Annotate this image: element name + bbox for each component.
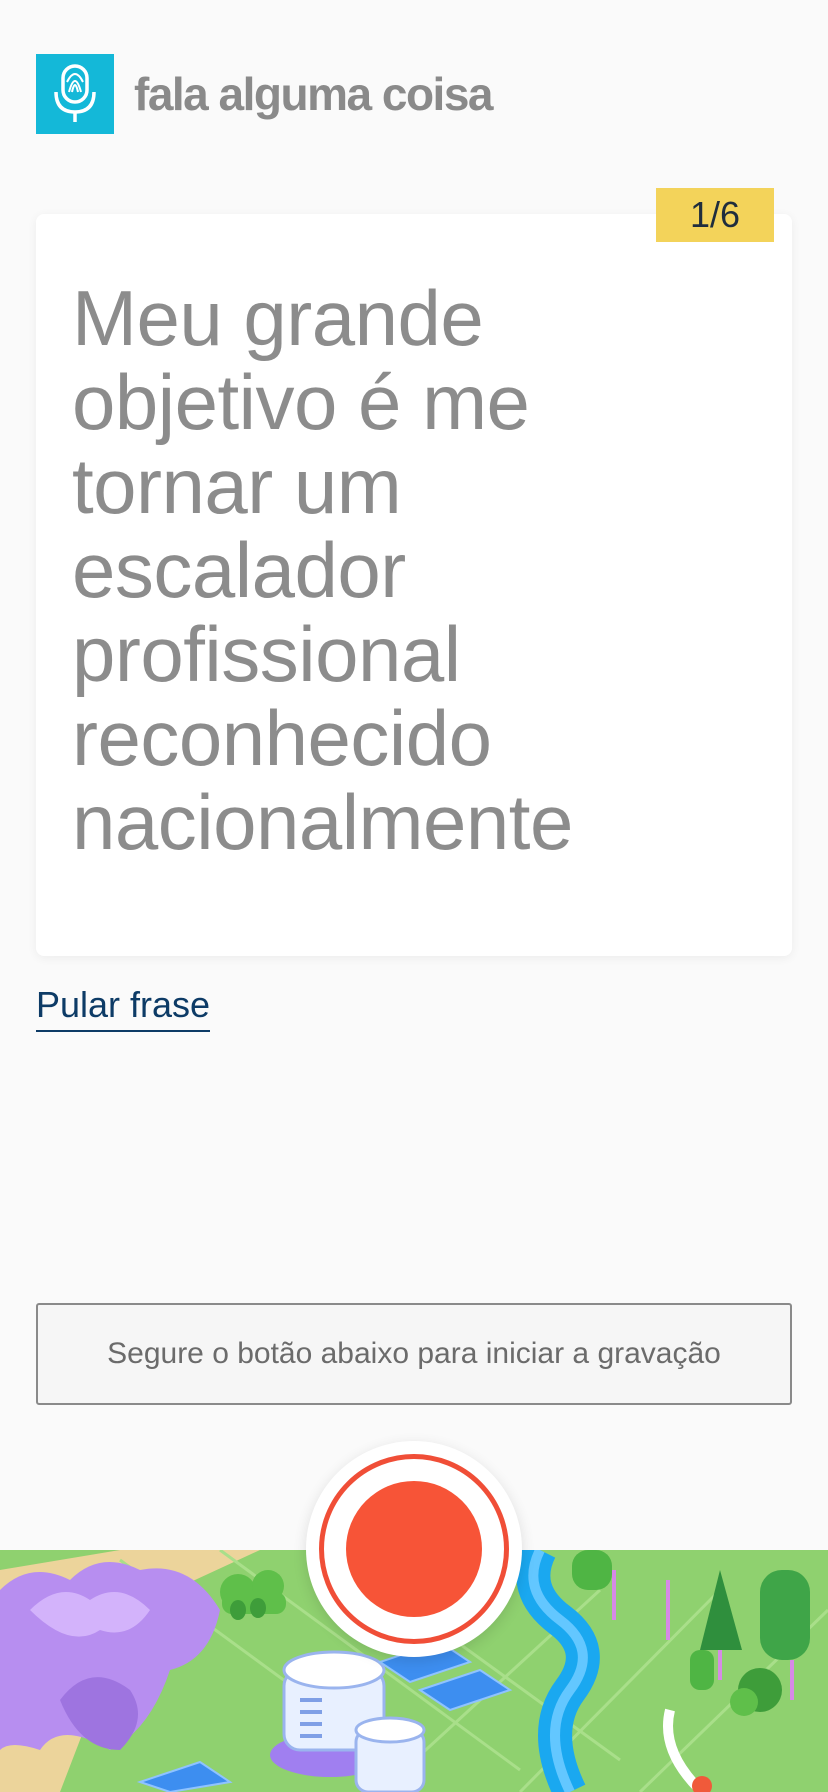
microphone-fingerprint-icon bbox=[53, 62, 97, 126]
header bbox=[36, 54, 492, 134]
record-ring bbox=[319, 1454, 509, 1644]
skip-sentence-link[interactable]: Pular frase bbox=[36, 984, 210, 1032]
sentence-text: Meu grande objetivo é me tornar um escalador profissional reconhecido nacionalmente bbox=[72, 274, 573, 866]
brand-name: fala alguma coisa bbox=[134, 68, 492, 120]
record-icon bbox=[346, 1481, 482, 1617]
logo[interactable] bbox=[36, 54, 114, 134]
recording-instruction: Segure o botão abaixo para iniciar a gravação bbox=[36, 1303, 792, 1405]
sentence-counter-badge: 1/6 bbox=[656, 188, 774, 242]
record-button[interactable] bbox=[306, 1441, 522, 1657]
